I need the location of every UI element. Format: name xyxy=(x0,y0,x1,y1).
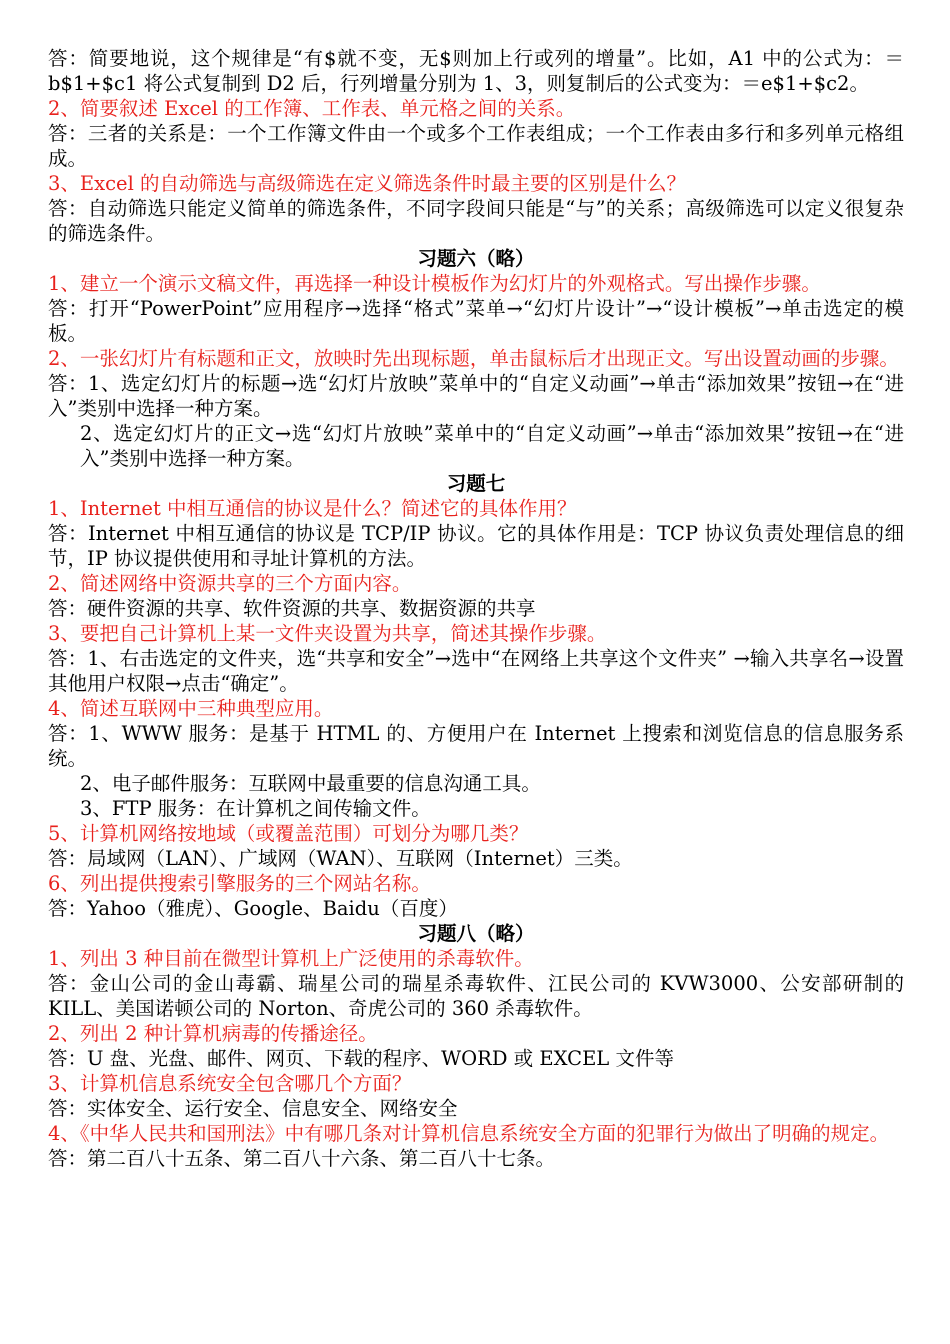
q-virus-spread: 2、列出 2 种计算机病毒的传播途径。 xyxy=(48,1022,378,1045)
a-criminal-law: 答：第二百八十五条、第二百八十六条、第二百八十七条。 xyxy=(48,1147,556,1170)
q-folder-sharing: 3、要把自己计算机上某一文件夹设置为共享，简述其操作步骤。 xyxy=(48,622,607,645)
a-ppt-template: 答：打开“PowerPoint”应用程序→选择“格式”菜单→“幻灯片设计”→“设计模板”→单击选定的模板。 xyxy=(48,297,904,345)
q-excel-workbook-relation: 2、简要叙述 Excel 的工作簿、工作表、单元格之间的关系。 xyxy=(48,97,576,120)
a-security-aspects: 答：实体安全、运行安全、信息安全、网络安全 xyxy=(48,1097,458,1120)
a-network-classification: 答：局域网（LAN）、广域网（WAN）、互联网（Internet）三类。 xyxy=(48,847,633,870)
q-internet-applications: 4、简述互联网中三种典型应用。 xyxy=(48,697,334,720)
q-criminal-law: 4、《中华人民共和国刑法》中有哪几条对计算机信息系统安全方面的犯罪行为做出了明确的规定。 xyxy=(48,1122,890,1145)
q-resource-sharing: 2、简述网络中资源共享的三个方面内容。 xyxy=(48,572,412,595)
q-security-aspects: 3、计算机信息系统安全包含哪几个方面？ xyxy=(48,1072,412,1095)
a-internet-app-www: 答：1、WWW 服务：是基于 HTML 的、方便用户在 Internet 上搜索和浏览信息的信息服务系统。 xyxy=(48,722,904,770)
q-network-classification: 5、计算机网络按地域（或覆盖范围）可划分为哪几类？ xyxy=(48,822,529,845)
a-excel-formula: 答：简要地说，这个规律是“有$就不变，无$则加上行或列的增量”。比如，A1 中的公式为：＝b$1+$c1 将公式复制到 D2 后，行列增量分别为 1、3，则复制后的公式变为：＝e$1+$c2。 xyxy=(48,47,904,95)
a-virus-spread: 答：U 盘、光盘、邮件、网页、下载的程序、WORD 或 EXCEL 文件等 xyxy=(48,1047,674,1070)
heading-exercise-8: 习题八（略） xyxy=(417,922,535,945)
a-excel-workbook-relation: 答：三者的关系是：一个工作簿文件由一个或多个工作表组成；一个工作表由多行和多列单元格组成。 xyxy=(48,122,904,170)
q-antivirus: 1、列出 3 种目前在微型计算机上广泛使用的杀毒软件。 xyxy=(48,947,534,970)
q-ppt-animation: 2、一张幻灯片有标题和正文，放映时先出现标题，单击鼠标后才出现正文。写出设置动画的步骤。 xyxy=(48,347,899,370)
q-ppt-template: 1、建立一个演示文稿文件，再选择一种设计模板作为幻灯片的外观格式。写出操作步骤。 xyxy=(48,272,821,295)
a-antivirus: 答：金山公司的金山毒霸、瑞星公司的瑞星杀毒软件、江民公司的 KVW3000、公安部研制的 KILL、美国诺顿公司的 Norton、奇虎公司的 360 杀毒软件。 xyxy=(48,972,904,1020)
a-ppt-animation-step2: 2、选定幻灯片的正文→选“幻灯片放映”菜单中的“自定义动画”→单击“添加效果”按钮→在“进入”类别中选择一种方案。 xyxy=(80,422,904,470)
a-search-engines: 答：Yahoo（雅虎）、Google、Baidu（百度） xyxy=(48,897,458,920)
q-internet-protocol: 1、Internet 中相互通信的协议是什么？简述它的具体作用？ xyxy=(48,497,577,520)
a-internet-protocol: 答：Internet 中相互通信的协议是 TCP/IP 协议。它的具体作用是：TCP 协议负责处理信息的细节，IP 协议提供使用和寻址计算机的方法。 xyxy=(48,522,904,570)
heading-exercise-7: 习题七 xyxy=(446,472,506,495)
a-ppt-animation-step1: 答：1、选定幻灯片的标题→选“幻灯片放映”菜单中的“自定义动画”→单击“添加效果”按钮→在“进入”类别中选择一种方案。 xyxy=(48,372,904,420)
a-excel-filter-difference: 答：自动筛选只能定义简单的筛选条件，不同字段间只能是“与”的关系；高级筛选可以定义很复杂的筛选条件。 xyxy=(48,197,904,245)
heading-exercise-6: 习题六（略） xyxy=(417,247,535,270)
q-search-engines: 6、列出提供搜索引擎服务的三个网站名称。 xyxy=(48,872,431,895)
a-internet-app-email: 2、电子邮件服务：互联网中最重要的信息沟通工具。 xyxy=(80,772,541,795)
a-folder-sharing: 答：1、右击选定的文件夹，选“共享和安全”→选中“在网络上共享这个文件夹” →输入共享名→设置其他用户权限→点击“确定”。 xyxy=(48,647,904,695)
a-internet-app-ftp: 3、FTP 服务：在计算机之间传输文件。 xyxy=(80,797,431,820)
a-resource-sharing: 答：硬件资源的共享、软件资源的共享、数据资源的共享 xyxy=(48,597,536,620)
q-excel-filter-difference: 3、Excel 的自动筛选与高级筛选在定义筛选条件时最主要的区别是什么？ xyxy=(48,172,687,195)
